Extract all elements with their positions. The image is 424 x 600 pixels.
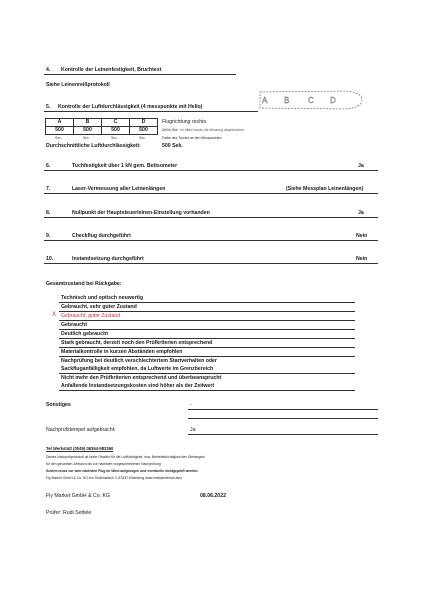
section4-note: Siehe Leinenreißprotokoll: [46, 82, 110, 88]
stamp-label: Nachprüfstempel aufgebracht:: [46, 427, 116, 433]
workshop-phone: Tel Werkstatt (0049) 08364-983360: [46, 446, 114, 451]
flow-direction: Flugrichtung rechts: [162, 119, 207, 125]
stamp-value: Ja: [190, 427, 196, 433]
table-row: [46, 127, 158, 135]
condition-option-selected: Gebraucht, guter Zustand: [59, 312, 355, 321]
condition-option: Sackfluganfälligkeit empfohlen, da Luftwerte im Grenzbereich: [59, 365, 355, 374]
condition-option: Gebraucht, sehr guter Zustand: [59, 303, 355, 312]
section6-number: 6.: [46, 163, 51, 169]
section7-number: 7.: [46, 186, 51, 192]
value-b: 500: [74, 127, 102, 135]
condition-option: Gebraucht: [59, 321, 355, 330]
disclaimer-line-3: Schirm muss vor dem nächsten Flug im Wind aufgezogen und eventuells nichtgeprüft werden.: [46, 469, 199, 473]
cell-note: Im Mittel wurde die Messung abgebrochen: [180, 128, 244, 132]
section9-title: Checkflug durchgeführt: [72, 233, 131, 239]
parachute-diagram: [258, 88, 368, 112]
column-header-d: D: [130, 119, 158, 127]
condition-option: Deutlich gebraucht: [59, 330, 355, 339]
section5-underline: [44, 111, 258, 112]
section9-underline: [44, 240, 378, 241]
fabric-color-label: Farbe des Tuches an den Messpunkten: [162, 136, 222, 140]
section6-title: Tuchfestigkeit über 1 kN gem. Bettsometer: [72, 163, 178, 169]
column-header-b: B: [74, 119, 102, 127]
inspection-date: 08.06.2022: [200, 493, 226, 499]
section10-number: 10.: [46, 256, 54, 262]
condition-title: Gesamtzustand bei Rückgabe:: [46, 281, 122, 287]
section4-underline: [44, 74, 236, 75]
condition-option: Technisch und optisch neuwertig: [59, 294, 355, 303]
section10-title: Instandsetzung durchgeführt: [72, 256, 144, 262]
sonstiges-line-1: [188, 409, 378, 410]
inspector-name: Prüfer: Rudi Settele: [46, 510, 92, 516]
disclaimer-line-1: Dieses Nachprüfprotokoll ist keine Gewähr für die Luftfüchtigkeit, bzw. Betriebsbüchtigkeit des Gleitsegels: [46, 455, 205, 459]
disclaimer-line-2: für den gesamten Zeitraum bis zur nächsten vorgeschriebenen Nachprüfung: [46, 462, 161, 466]
section8-number: 8.: [46, 210, 51, 216]
column-header-a: A: [46, 119, 74, 127]
section9-number: 9.: [46, 233, 51, 239]
section4-title: Kontrolle der Leinenfestigkeit, Bruchtest: [61, 67, 162, 73]
section5-title: Kontrolle der Luftdurchlässigkeit (4 messpunkte mit Hello): [58, 104, 203, 110]
section8-result: Ja: [358, 210, 364, 216]
chute-label-b: B: [284, 96, 290, 105]
value-c: 500: [102, 127, 130, 135]
chute-label-c: C: [308, 96, 314, 105]
section7-underline: [44, 193, 378, 194]
section8-title: Nullpunkt der Hauptsteuerleinen-Einstellung vorhanden: [72, 210, 210, 216]
condition-list: [59, 294, 355, 391]
section8-underline: [44, 217, 378, 218]
section5-number: 5.: [46, 104, 51, 110]
company-name: Fly Market GmbH & Co. KG: [46, 493, 110, 499]
condition-option: Nicht mehr den Prüfkriterien entsprechend und überbeansprucht: [61, 375, 222, 381]
section7-title: Laser-Vermessung aller Leinenlängen: [72, 186, 166, 192]
sonstiges-line-2: [188, 418, 378, 419]
condition-option: Materialkontrolle in kurzen Abständen empfohlen: [59, 348, 355, 357]
sonstiges-label: Sonstiges: [46, 402, 71, 408]
condition-option: Anfallende Instandsetzungskosten sind höher als der Zeitwert: [59, 382, 355, 391]
air-permeability-table: [45, 118, 158, 135]
value-d: 500: [130, 127, 158, 135]
sonstiges-value: -: [190, 402, 192, 408]
average-value: 500 Sek.: [162, 143, 183, 149]
section6-result: Ja: [358, 163, 364, 169]
unit-c: Sec.: [111, 136, 118, 140]
value-a: 500: [46, 127, 74, 135]
section7-result: (Siehe Messplan Leinenlängen): [286, 186, 364, 192]
section6-underline: [44, 170, 378, 171]
cell-label: Zell in Sek.: [162, 128, 179, 132]
company-address: Fly Market GmbH & Co. KG Am Schlossbach 3, 87637 Eisenberg www.independence.aero: [46, 476, 183, 480]
chute-label-d: D: [330, 96, 336, 105]
section4-number: 4.: [46, 67, 51, 73]
section10-underline: [44, 263, 378, 264]
condition-selected-mark: X: [52, 312, 57, 318]
table-row: [46, 119, 158, 127]
section10-result: Nein: [356, 256, 368, 262]
unit-b: Sec.: [83, 136, 90, 140]
unit-a: Sec.: [55, 136, 62, 140]
section9-result: Nein: [356, 233, 368, 239]
column-header-c: C: [102, 119, 130, 127]
condition-option: Stark gebraucht, derzeit noch den Prüfkriterien entsprechend: [59, 339, 355, 348]
chute-label-a: A: [262, 96, 268, 105]
unit-d: Sec.: [139, 136, 146, 140]
stamp-underline: [188, 434, 378, 435]
average-label: Durchschnittliche Luftdurchlässigkeit:: [46, 143, 141, 149]
condition-option: Nachprüfung bei deutlich verschlechtertem Startverhalten oder: [61, 358, 217, 364]
